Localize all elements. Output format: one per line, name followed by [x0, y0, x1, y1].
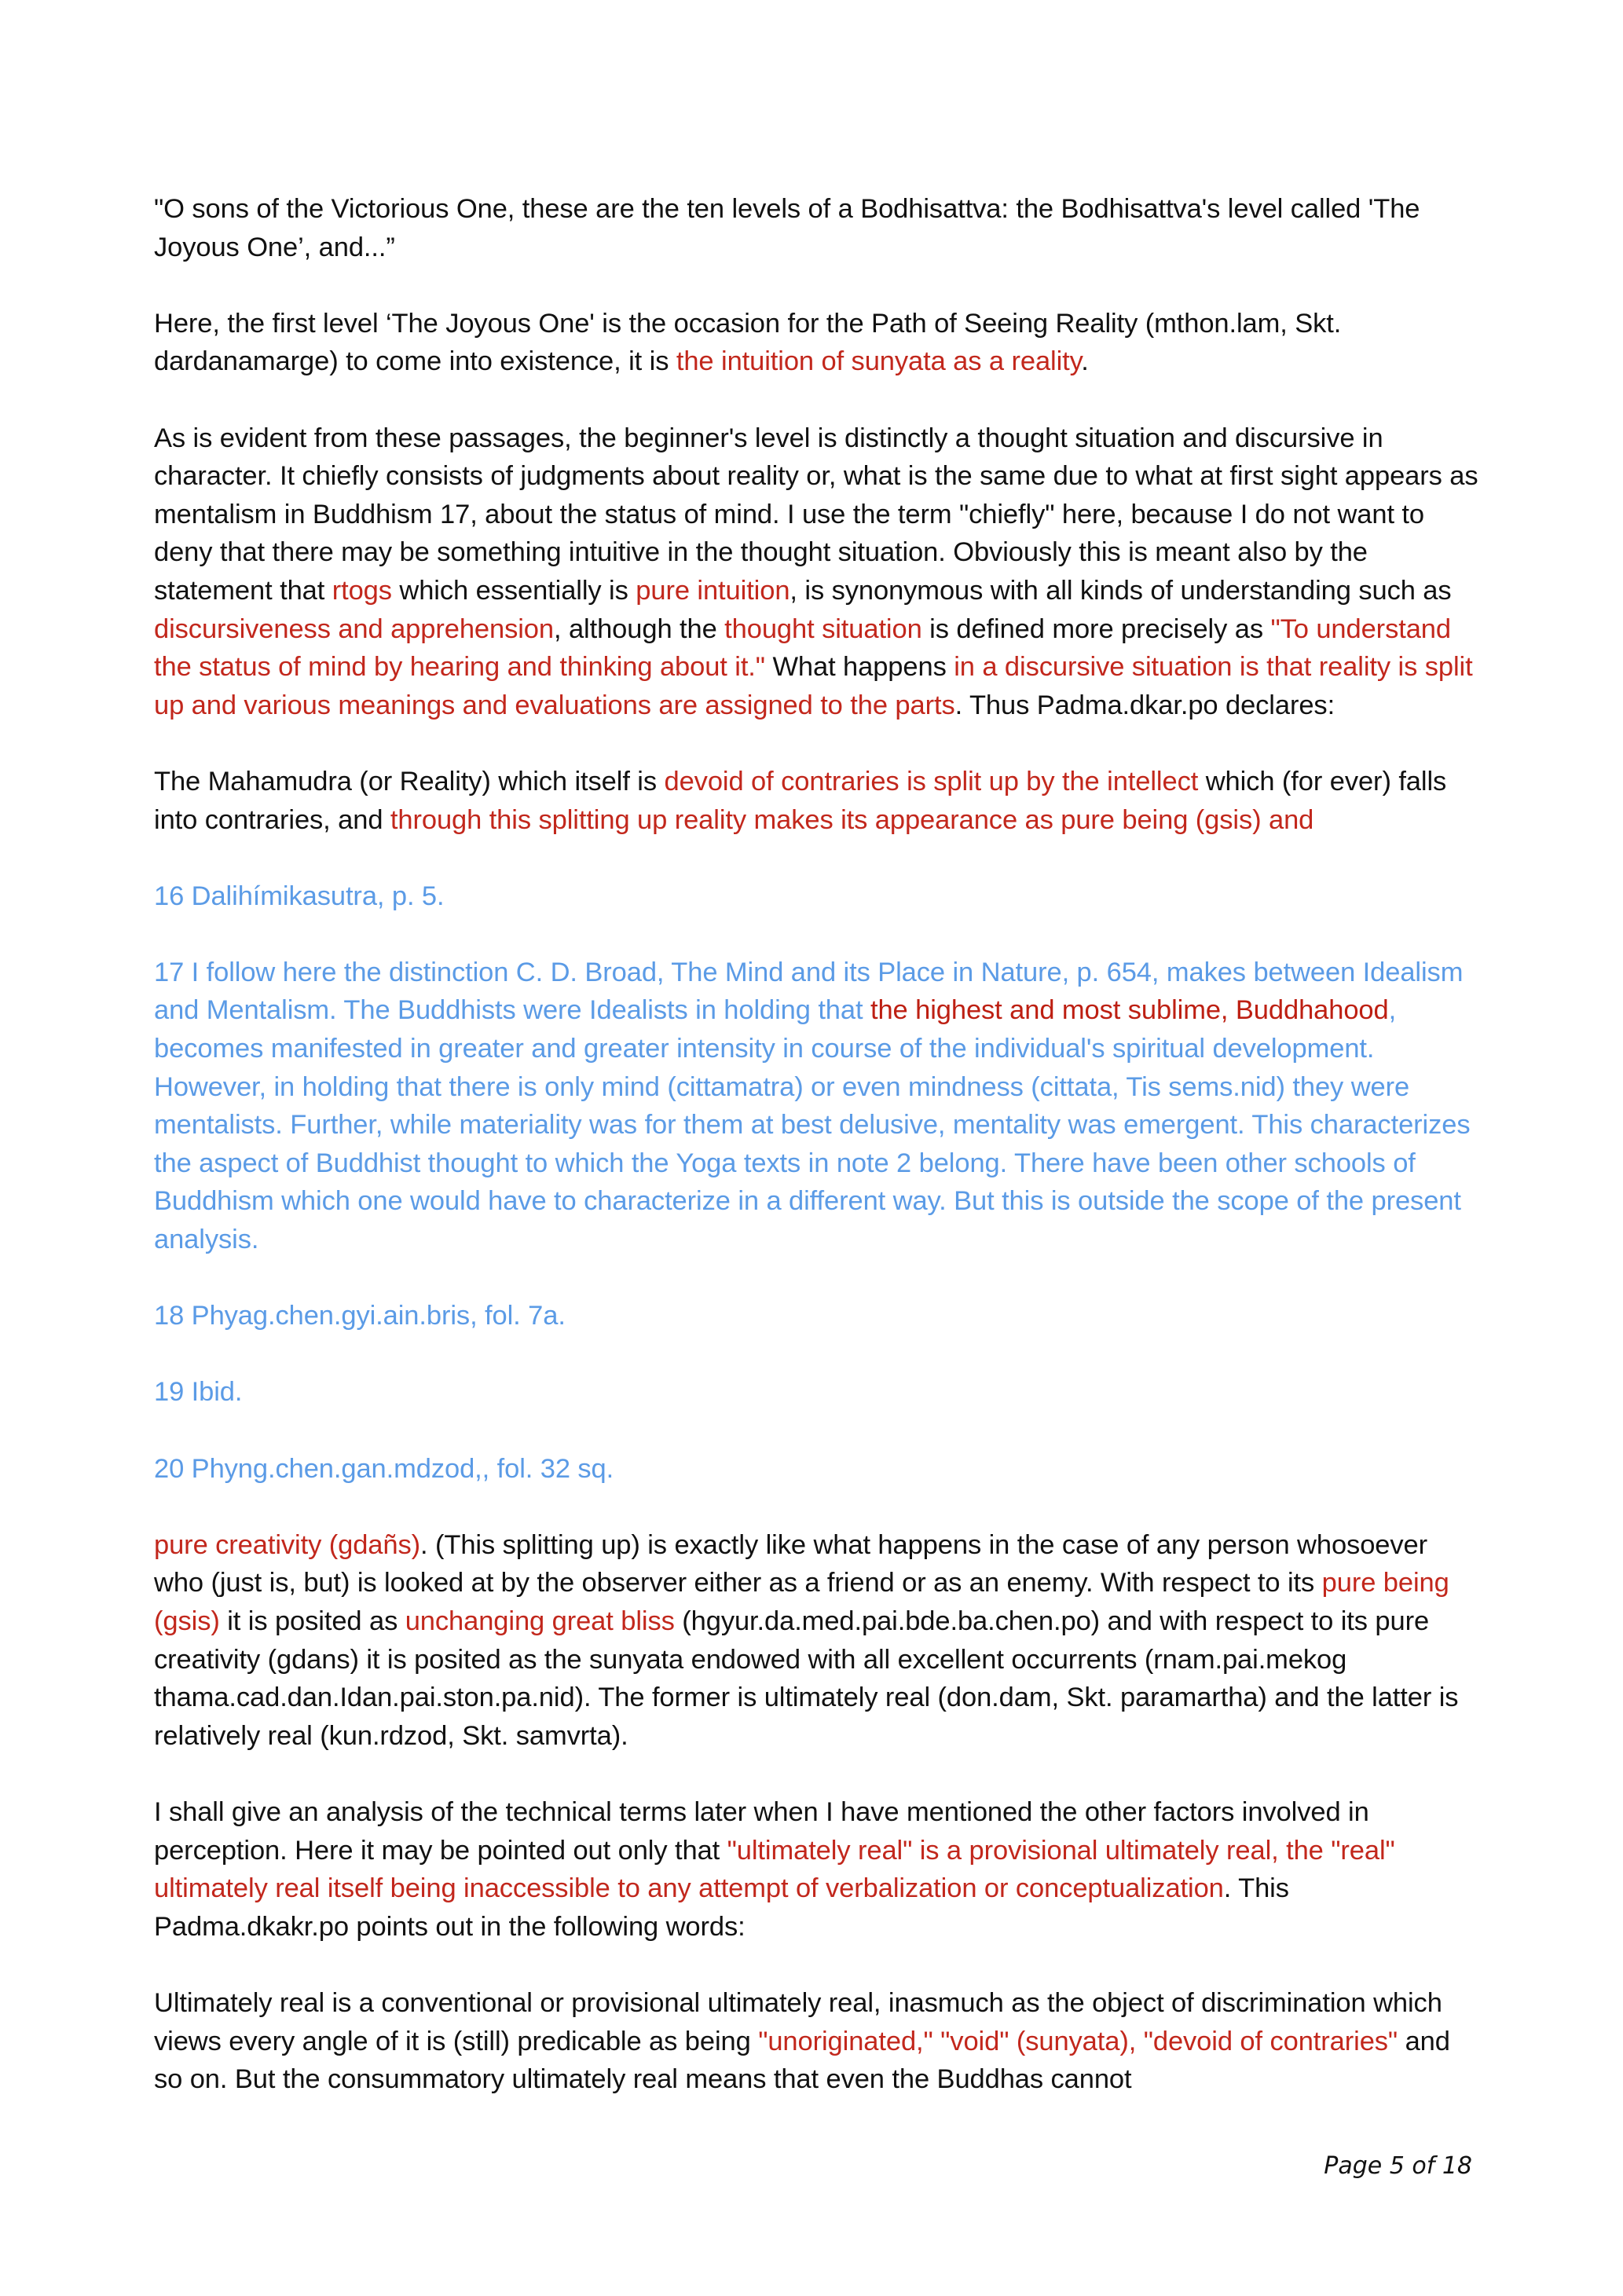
text-segment: What happens — [764, 652, 954, 683]
body-paragraph — [154, 1984, 1482, 2099]
footnote-18 — [154, 1297, 1482, 1335]
highlighted-phrase: pure intuition — [636, 575, 790, 606]
text-segment: Ultimately real is a conventional or provisional ultimately real, inasmuch as the object of discrimination which views every angle of it is (still) predicable as being — [154, 1987, 1442, 2056]
highlighted-phrase: the highest and most sublime, Buddhahood — [870, 995, 1389, 1026]
highlighted-phrase: in a discursive situation is that reality is split up and various meanings and evaluations are assigned to the parts — [154, 652, 1473, 720]
footnote-text: 19 Ibid. — [154, 1377, 243, 1408]
highlighted-phrase: discursiveness and apprehension — [154, 613, 554, 644]
footnote-text: , becomes manifested in greater and greater intensity in course of the individual's spiritual development. However, in holding that there is only mind (cittamatra) or even mindness (cittata, Tis sems.nid) they were mentalists. Further, while materiality was for them at best delusive, mentality was emergent. This characterizes the aspect of Buddhist thought to which the Yoga texts in note 2 belong. There have been other schools of Buddhism which one would have to characterize in a different way. But this is outside the scope of the present analysis. — [154, 995, 1471, 1255]
highlighted-phrase: devoid of contraries is split up by the intellect — [664, 766, 1199, 796]
footnote-20 — [154, 1450, 1482, 1489]
body-paragraph — [154, 1793, 1482, 1946]
text-segment: , is synonymous with all kinds of understanding such as — [790, 575, 1452, 606]
highlighted-phrase: "ultimately real" is a provisional ultimately real, the "real" ultimately real itself being inaccessible to any attempt of verbalization or conceptualization — [154, 1835, 1395, 1904]
text-segment: , although the — [553, 613, 725, 644]
highlighted-phrase: rtogs — [332, 575, 392, 606]
text-segment: which essentially is — [391, 575, 636, 606]
text-segment: which (for ever) falls into contraries, and — [154, 766, 1447, 835]
highlighted-phrase: unchanging great bliss — [405, 1606, 675, 1636]
text-segment: As is evident from these passages, the beginner's level is distinctly a thought situation and discursive in character. It chiefly consists of judgments about reality or, what is the same due to what at first sight appears as mentalism in Buddhism 17, about the status of mind. I use the term "chiefly" here, because I do not want to deny that there may be something intuitive in the thought situation. Obviously this is meant also by the statement that — [154, 423, 1478, 606]
text-segment: . — [1081, 346, 1089, 377]
body-paragraph — [154, 419, 1482, 725]
highlighted-phrase: the intuition of sunyata as a reality — [676, 346, 1082, 377]
highlighted-phrase: pure being (gsis) — [154, 1568, 1449, 1636]
text-segment: I shall give an analysis of the technical terms later when I have mentioned the other factors involved in perception. Here it may be pointed out only that — [154, 1796, 1369, 1866]
text-segment: The Mahamudra (or Reality) which itself is — [154, 766, 665, 796]
body-paragraph — [154, 305, 1482, 381]
footnote-text: 18 Phyag.chen.gyi.ain.bris, fol. 7a. — [154, 1301, 566, 1331]
page-number: Page 5 of 18 — [1324, 2152, 1472, 2180]
highlighted-phrase: thought situation — [724, 613, 922, 644]
text-segment: is defined more precisely as — [921, 613, 1271, 644]
document-page — [154, 190, 1482, 2137]
text-segment: . Thus Padma.dkar.po declares: — [954, 690, 1335, 720]
footnote-text: 17 I follow here the distinction C. D. Broad, The Mind and its Place in Nature, p. 654, makes between Idealism and Mentalism. The Buddhists were Idealists in holding that — [154, 957, 1464, 1026]
text-segment: Here, the first level ‘The Joyous One' is the occasion for the Path of Seeing Reality (mthon.lam, Skt. dardanamarge) to come into existence, it is — [154, 308, 1342, 377]
footnote-16 — [154, 877, 1482, 916]
highlighted-phrase: through this splitting up reality makes its appearance as pure being (gsis) and — [390, 804, 1314, 835]
body-paragraph — [154, 763, 1482, 839]
text-segment: (hgyur.da.med.pai.bde.ba.chen.po) and with respect to its pure creativity (gdans) it is posited as the sunyata endowed with all excellent occurrents (rnam.pai.mekog thama.cad.dan.Idan.pai.ston.pa.nid). The former is ultimately real (don.dam, Skt. paramartha) and the latter is relatively real (kun.rdzod, Skt. samvrta). — [154, 1606, 1459, 1751]
highlighted-phrase: "To understand the status of mind by hearing and thinking about it." — [154, 613, 1451, 683]
text-segment: and so on. But the consummatory ultimately real means that even the Buddhas cannot — [154, 2026, 1450, 2095]
text-segment: "O sons of the Victorious One, these are the ten levels of a Bodhisattva: the Bodhisattva's level called 'The Joyous One’, and...” — [154, 194, 1420, 262]
footnote-text: 16 Dalihímikasutra, p. 5. — [154, 881, 445, 911]
footnote-19 — [154, 1373, 1482, 1412]
footnote-17 — [154, 954, 1482, 1259]
text-segment: . This Padma.dkakr.po points out in the following words: — [154, 1873, 1289, 1942]
text-segment: it is posited as — [219, 1606, 405, 1636]
body-paragraph — [154, 1526, 1482, 1756]
highlighted-phrase: "unoriginated," "void" (sunyata), "devoid of contraries" — [758, 2026, 1398, 2056]
quote-paragraph — [154, 190, 1482, 266]
footnote-text: 20 Phyng.chen.gan.mdzod,, fol. 32 sq. — [154, 1453, 614, 1484]
highlighted-phrase: pure creativity (gdañs) — [154, 1529, 421, 1560]
text-segment: . (This splitting up) is exactly like what happens in the case of any person whosoever who (just is, but) is looked at by the observer either as a friend or as an enemy. With respect to its — [154, 1529, 1427, 1598]
